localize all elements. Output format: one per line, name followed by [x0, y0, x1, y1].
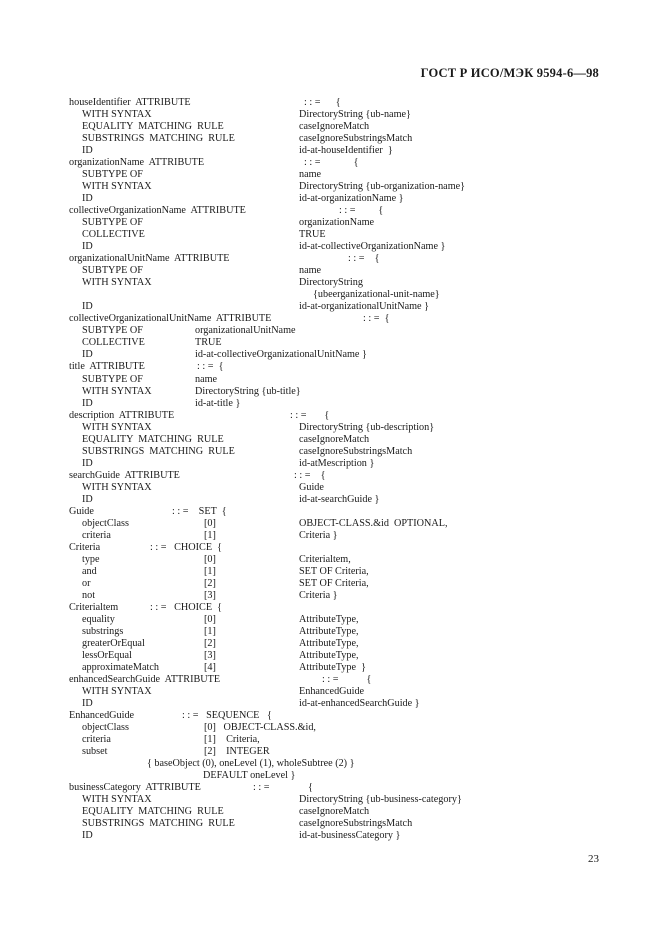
code-line [0, 602, 600, 614]
code-keyword: WITH SYNTAX [82, 794, 152, 806]
code-value: id-at-organizationalUnitName } [299, 301, 430, 313]
code-assignment: [0] [204, 517, 216, 529]
code-line [0, 566, 600, 578]
code-value: DirectoryString {ub-organization-name} [299, 181, 466, 193]
code-line [0, 518, 600, 530]
code-line [0, 506, 600, 518]
code-value: : : = { [304, 157, 359, 169]
code-value: TRUE [299, 229, 326, 241]
code-line [0, 277, 600, 289]
code-keyword: COLLECTIVE [82, 337, 145, 349]
code-line [0, 337, 600, 349]
code-keyword: EQUALITY MATCHING RULE [82, 806, 224, 818]
code-keyword: WITH SYNTAX [82, 181, 152, 193]
code-value: organizationName [299, 217, 375, 229]
code-assignment: [0] [204, 613, 216, 625]
code-line [0, 686, 600, 698]
code-keyword: ID [82, 301, 93, 313]
code-line [0, 289, 600, 301]
code-keyword: ID [82, 349, 93, 361]
code-value: EnhancedGuide [299, 686, 365, 697]
code-keyword: approximateMatch [82, 661, 159, 673]
code-keyword: WITH SYNTAX [82, 686, 152, 697]
code-value: SET OF Criteria, [299, 565, 369, 577]
code-value: Criterialtem, [299, 553, 351, 565]
code-line [0, 482, 600, 494]
code-value: {ubeerganizational-unit-name} [313, 289, 440, 301]
code-value: id-at-searchGuide } [299, 493, 380, 505]
code-line [0, 806, 600, 818]
code-keyword: equality [82, 613, 115, 625]
code-line [0, 698, 600, 710]
code-line [0, 662, 600, 674]
code-keyword: organizationalUnitName ATTRIBUTE [69, 253, 230, 265]
code-keyword: and [82, 565, 97, 577]
code-keyword: SUBTYPE OF [82, 265, 143, 277]
code-line [0, 590, 600, 602]
code-keyword: greaterOrEqual [82, 637, 145, 649]
code-line [0, 109, 600, 121]
code-keyword: WITH SYNTAX [82, 481, 152, 493]
code-assignment: : : = [253, 782, 270, 794]
code-value: : : = { [322, 674, 372, 685]
code-value: caseIgnoreMatch [299, 806, 370, 818]
code-assignment: [2] [204, 637, 216, 649]
code-keyword: organizationName ATTRIBUTE [69, 157, 205, 169]
code-value: AttributeType, [299, 649, 359, 661]
code-keyword: WITH SYNTAX [82, 109, 152, 120]
code-keyword: title ATTRIBUTE [69, 361, 145, 373]
code-keyword: Guide [69, 505, 94, 517]
code-keyword: WITH SYNTAX [82, 421, 152, 433]
code-assignment: : : = SEQUENCE { [182, 710, 272, 721]
code-keyword: searchGuide ATTRIBUTE [69, 469, 180, 481]
code-line [0, 446, 600, 458]
code-value: AttributeType } [299, 661, 366, 673]
code-assignment: [3] [204, 589, 216, 601]
code-assignment: { baseObject (0), oneLevel (1), wholeSubtree (2) } [147, 758, 355, 770]
code-line [0, 169, 600, 181]
code-assignment: DEFAULT oneLevel } [203, 770, 296, 782]
code-keyword: EnhancedGuide [69, 710, 135, 721]
code-line [0, 386, 600, 398]
code-line [0, 361, 600, 373]
code-keyword: SUBTYPE OF [82, 325, 143, 337]
code-line [0, 734, 600, 746]
code-value: DirectoryString {ub-description} [299, 421, 435, 433]
code-value: AttributeType, [299, 613, 359, 625]
code-keyword: ID [82, 241, 93, 253]
code-line [0, 674, 600, 686]
code-value: id-at-enhancedSearchGuide } [299, 698, 420, 709]
code-keyword: description ATTRIBUTE [69, 409, 175, 421]
code-value: : : = { [304, 97, 341, 108]
code-assignment: [1] [204, 529, 216, 541]
code-assignment: : : = { [197, 361, 224, 373]
code-line [0, 434, 600, 446]
code-line [0, 458, 600, 470]
code-value: id-at-houseIdentifier } [299, 145, 393, 157]
code-line [0, 422, 600, 434]
code-keyword: businessCategory ATTRIBUTE [69, 782, 201, 794]
code-value: : : = { [294, 469, 326, 481]
code-assignment: DirectoryString {ub-title} [195, 385, 301, 397]
code-line [0, 181, 600, 193]
code-line [0, 770, 600, 782]
code-line [0, 217, 600, 229]
code-value: DirectoryString {ub-name} [299, 109, 411, 120]
code-keyword: collectiveOrganizationName ATTRIBUTE [69, 205, 246, 217]
code-line [0, 470, 600, 482]
code-line [0, 313, 600, 325]
code-keyword: ID [82, 397, 93, 409]
code-keyword: not [82, 589, 96, 601]
code-value: : : = { [363, 313, 390, 325]
code-line [0, 253, 600, 265]
code-line [0, 374, 600, 386]
code-line [0, 301, 600, 313]
code-line [0, 746, 600, 758]
code-line [0, 133, 600, 145]
code-line [0, 758, 600, 770]
code-keyword: ID [82, 193, 93, 205]
code-keyword: ID [82, 493, 93, 505]
code-keyword: WITH SYNTAX [82, 277, 152, 289]
code-value: : : = { [348, 253, 380, 265]
code-line [0, 157, 600, 169]
code-value: AttributeType, [299, 625, 359, 637]
code-assignment: [1] [204, 625, 216, 637]
code-line [0, 782, 600, 794]
code-assignment: organizationalUnitName [195, 325, 296, 337]
code-line [0, 554, 600, 566]
code-value: DirectoryString [299, 277, 363, 289]
code-value: caseIgnoreSubstringsMatch [299, 445, 413, 457]
code-line [0, 710, 600, 722]
code-value: caseIgnoreMatch [299, 121, 370, 132]
code-line [0, 818, 600, 830]
code-keyword: SUBTYPE OF [82, 217, 143, 229]
code-assignment: : : = CHOICE { [150, 601, 223, 613]
code-line [0, 626, 600, 638]
code-line [0, 145, 600, 157]
code-line [0, 530, 600, 542]
code-value: : : = { [339, 205, 384, 217]
code-keyword: type [82, 553, 100, 565]
code-line [0, 193, 600, 205]
code-value: id-at-businessCategory } [299, 830, 401, 842]
code-keyword: substrings [82, 625, 124, 637]
code-keyword: SUBSTRINGS MATCHING RULE [82, 133, 235, 145]
code-keyword: Criteria [69, 541, 101, 553]
code-line [0, 398, 600, 410]
code-keyword: EQUALITY MATCHING RULE [82, 433, 224, 445]
document-header: ГОСТ Р ИСО/МЭК 9594-6—98 [420, 66, 599, 80]
code-value: DirectoryString {ub-business-category} [299, 794, 462, 806]
code-keyword: COLLECTIVE [82, 229, 145, 241]
code-line [0, 794, 600, 806]
code-assignment: id-at-collectiveOrganizationalUnitName } [195, 349, 367, 361]
code-line [0, 494, 600, 506]
code-line [0, 830, 600, 842]
code-line [0, 542, 600, 554]
code-line [0, 241, 600, 253]
code-keyword: objectClass [82, 517, 129, 529]
code-assignment: : : = CHOICE { [150, 541, 223, 553]
code-value: name [299, 265, 322, 277]
code-keyword: SUBTYPE OF [82, 169, 143, 181]
code-keyword: or [82, 577, 91, 589]
code-keyword: ID [82, 698, 93, 709]
code-line [0, 650, 600, 662]
code-line [0, 638, 600, 650]
code-keyword: criteria [82, 734, 111, 746]
code-line [0, 121, 600, 133]
code-line [0, 722, 600, 734]
code-keyword: WITH SYNTAX [82, 385, 152, 397]
code-value: { [308, 782, 313, 794]
code-value: : : = { [290, 409, 330, 421]
code-value: caseIgnoreMatch [299, 433, 370, 445]
code-value: Criteria } [299, 529, 338, 541]
code-value: id-at-organizationName } [299, 193, 404, 205]
code-line [0, 410, 600, 422]
code-line [0, 265, 600, 277]
code-value: Criteria } [299, 589, 338, 601]
code-keyword: ID [82, 145, 93, 157]
code-value: name [299, 169, 322, 181]
code-keyword: lessOrEqual [82, 649, 132, 661]
code-assignment: [4] [204, 661, 216, 673]
code-assignment: : : = SET { [172, 505, 227, 517]
code-value: SET OF Criteria, [299, 577, 369, 589]
code-line [0, 205, 600, 217]
code-assignment: TRUE [195, 337, 222, 349]
page-number: 23 [588, 853, 599, 865]
code-assignment: [2] INTEGER [204, 746, 270, 758]
code-value: caseIgnoreSubstringsMatch [299, 818, 413, 830]
code-value: id-at-collectiveOrganizationName } [299, 241, 446, 253]
code-keyword: enhancedSearchGuide ATTRIBUTE [69, 674, 221, 685]
code-line [0, 578, 600, 590]
code-line [0, 614, 600, 626]
code-assignment: id-at-title } [195, 397, 241, 409]
code-assignment: name [195, 373, 218, 385]
code-keyword: SUBSTRINGS MATCHING RULE [82, 818, 235, 830]
code-keyword: SUBSTRINGS MATCHING RULE [82, 445, 235, 457]
code-keyword: Criterialtem [69, 601, 119, 613]
code-assignment: [3] [204, 649, 216, 661]
code-keyword: EQUALITY MATCHING RULE [82, 121, 224, 132]
code-value: AttributeType, [299, 637, 359, 649]
code-assignment: [0] [204, 553, 216, 565]
code-line [0, 325, 600, 337]
code-keyword: criteria [82, 529, 111, 541]
code-assignment: [0] OBJECT-CLASS.&id, [204, 722, 316, 733]
code-assignment: [1] [204, 565, 216, 577]
code-line [0, 97, 600, 109]
code-keyword: SUBTYPE OF [82, 373, 143, 385]
code-keyword: collectiveOrganizationalUnitName ATTRIBUTE [69, 313, 272, 325]
code-line [0, 229, 600, 241]
code-value: caseIgnoreSubstringsMatch [299, 133, 413, 145]
code-keyword: subset [82, 746, 108, 758]
code-value: Guide [299, 481, 324, 493]
code-assignment: [1] Criteria, [204, 734, 260, 746]
code-keyword: objectClass [82, 722, 129, 733]
code-assignment: [2] [204, 577, 216, 589]
code-line [0, 349, 600, 361]
code-keyword: houseIdentifier ATTRIBUTE [69, 97, 191, 108]
code-keyword: ID [82, 830, 93, 842]
code-keyword: ID [82, 457, 93, 469]
code-value: OBJECT-CLASS.&id OPTIONAL, [299, 517, 448, 529]
code-value: id-atMescription } [299, 457, 375, 469]
